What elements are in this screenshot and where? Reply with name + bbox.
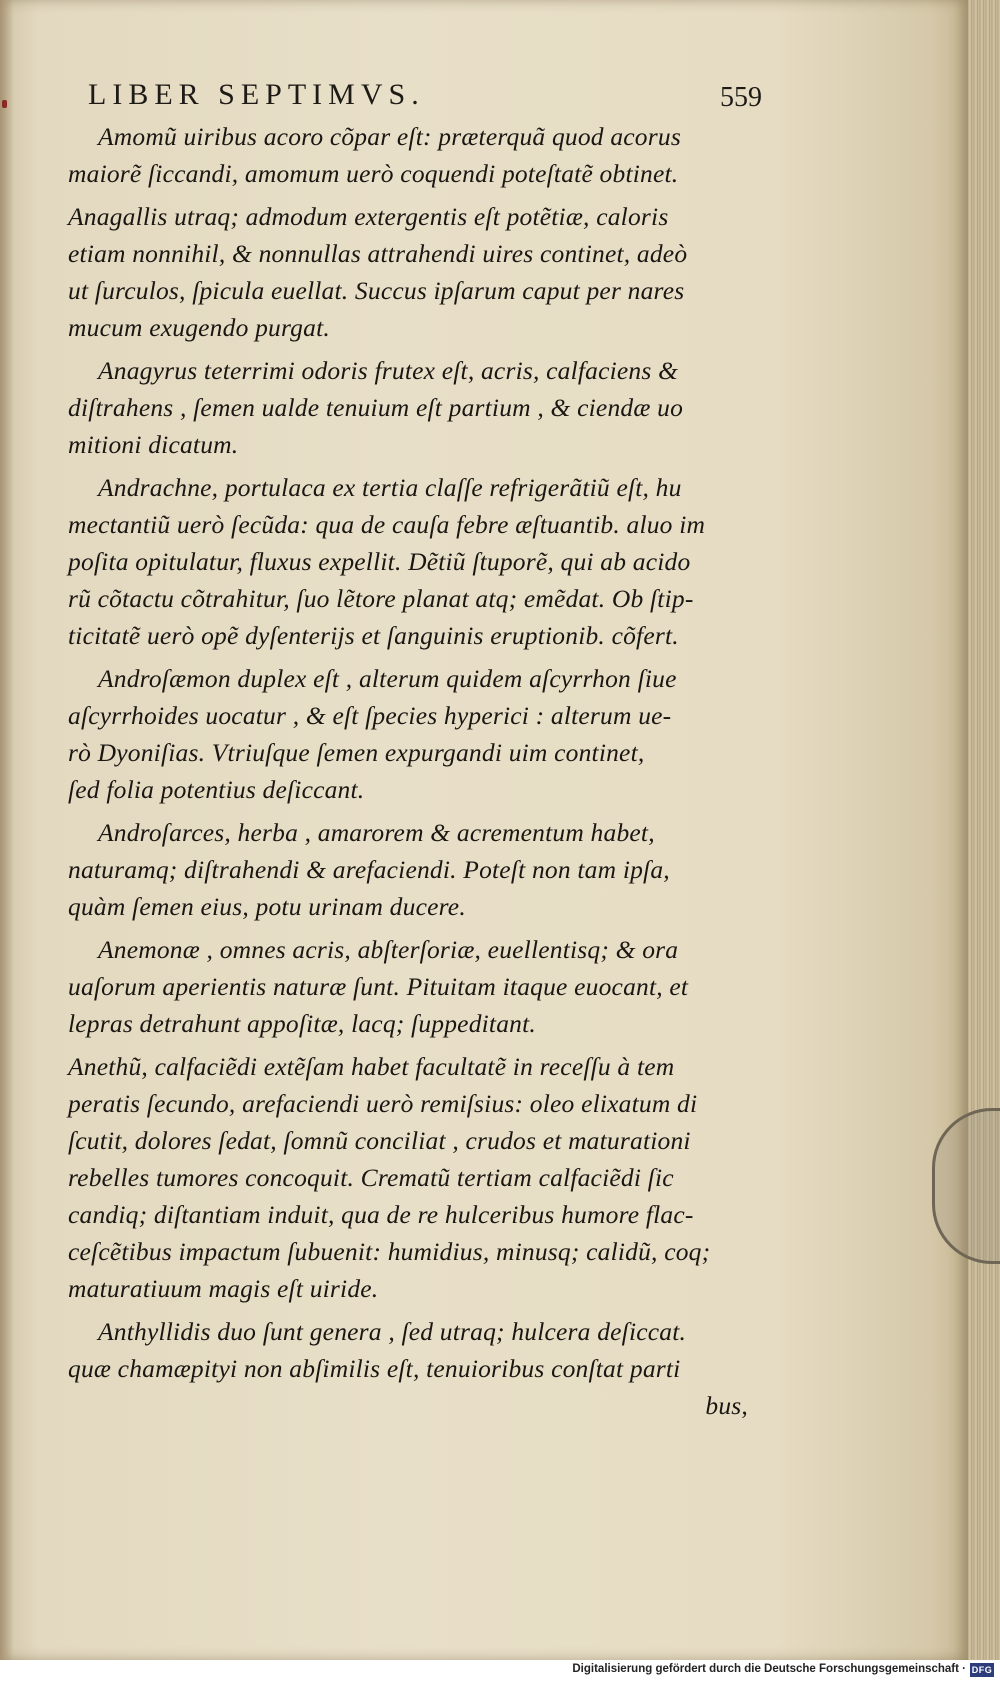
text-line: diſtrahens , ſemen ualde tenuium eſt partium , & ciendӕ uo [68, 393, 684, 422]
paragraph-androsarces [68, 814, 768, 925]
text-line: Androſӕmon duplex eſt , alterum quidem aſcyrrhon ſiue [98, 664, 677, 693]
text-line: aſcyrrhoides uocatur , & eſt ſpecies hyperici : alterum ue- [68, 701, 672, 730]
text-line: Androſarces, herba , amarorem & acrementum habet, [98, 818, 655, 847]
text-line: rũ cõtactu cõtrahitur, ſuo lẽtore planat atq; emẽdat. Ob ſtip- [68, 584, 694, 613]
text-line: ut ſurculos, ſpicula euellat. Succus ipſarum caput per nares [68, 276, 685, 305]
text-line: naturamq; diſtrahendi & arefaciendi. Poteſt non tam ipſa, [68, 855, 670, 884]
text-line: ticitatẽ uerò opẽ dyſenterijs et ſanguinis eruptionib. cõfert. [68, 621, 679, 650]
red-ink-mark [2, 100, 7, 108]
digitization-footer [0, 1660, 1000, 1681]
text-line: lepras detrahunt appoſitӕ, lacq; ſuppeditant. [68, 1009, 536, 1038]
footer-credit[interactable]: Digitalisierung gefördert durch die Deutsche Forschungsgemeinschaft · [572, 1663, 966, 1675]
paragraph-androsaemon [68, 660, 768, 808]
page-number: 559 [720, 82, 762, 113]
text-line: Anemonӕ , omnes acris, abſterſoriӕ, euellentisq; & ora [98, 935, 679, 964]
text-line: uaſorum aperientis naturӕ ſunt. Pituitam itaque euocant, et [68, 972, 689, 1001]
text-line: mectantiũ uerò ſecũda: qua de cauſa febre ӕſtuantib. aluo im [68, 510, 706, 539]
paragraph-anethum [68, 1048, 768, 1307]
text-line: peratis ſecundo, arefaciendi uerò remiſsius: oleo elixatum di [68, 1089, 698, 1118]
page-header [70, 78, 770, 118]
text-line: ceſcẽtibus impactum ſubuenit: humidius, minusq; calidũ, coq; [68, 1237, 711, 1266]
text-line: Anthyllidis duo ſunt genera , ſed utraq; hulcera deſiccat. [98, 1317, 687, 1346]
text-line: candiq; diſtantiam induit, qua de re hulceribus humore flac- [68, 1200, 694, 1229]
text-line: ſed folia potentius deſiccant. [68, 775, 365, 804]
text-line: quӕ chamӕpityi non abſimilis eſt, tenuioribus conſtat parti [68, 1354, 681, 1383]
text-line: quàm ſemen eius, potu urinam ducere. [68, 892, 466, 921]
paragraph-amomum [68, 118, 768, 192]
page-gutter-shadow [0, 0, 14, 1660]
paragraph-anagallis [68, 198, 768, 346]
text-line: maiorẽ ſiccandi, amomum uerò coquendi poteſtatẽ obtinet. [68, 159, 679, 188]
text-line: Anethũ, calfaciẽdi extẽſam habet facultatẽ in receſſu à tem [68, 1052, 675, 1081]
text-line: mucum exugendo purgat. [68, 313, 330, 342]
text-line: etiam nonnihil, & nonnullas attrahendi uires continet, adeò [68, 239, 688, 268]
body-text [68, 118, 768, 1430]
running-head: LIBER SEPTIMVS. [88, 78, 425, 111]
text-line: ſcutit, dolores ſedat, ſomnũ conciliat , crudos et maturationi [68, 1126, 691, 1155]
text-line: rebelles tumores concoquit. Crematũ tertiam calfaciẽdi ſic [68, 1163, 674, 1192]
text-line: maturatiuum magis eſt uiride. [68, 1274, 379, 1303]
text-line: Anagallis utraq; admodum extergentis eſt potẽtiӕ, caloris [68, 202, 669, 231]
dfg-logo-icon[interactable]: DFG [971, 1665, 993, 1675]
text-line: Anagyrus teterrimi odoris frutex eſt, acris, calfaciens & [98, 356, 679, 385]
paragraph-anthyllis [68, 1313, 768, 1424]
paragraph-anagyrus [68, 352, 768, 463]
paragraph-anemone [68, 931, 768, 1042]
text-line: rò Dyoniſias. Vtriuſque ſemen expurgandi uim continet, [68, 738, 645, 767]
text-line: mitioni dicatum. [68, 430, 239, 459]
text-line: Andrachne, portulaca ex tertia claſſe refrigerãtiũ eſt, hu [98, 473, 682, 502]
text-line: Amomũ uiribus acoro cõpar eſt: prӕterquã quod acorus [98, 122, 681, 151]
paragraph-andrachne [68, 469, 768, 654]
text-line: poſita opitulatur, fluxus expellit. Dẽtiũ ſtuporẽ, qui ab acido [68, 547, 691, 576]
text-line-catchword: bus, [705, 1391, 748, 1420]
